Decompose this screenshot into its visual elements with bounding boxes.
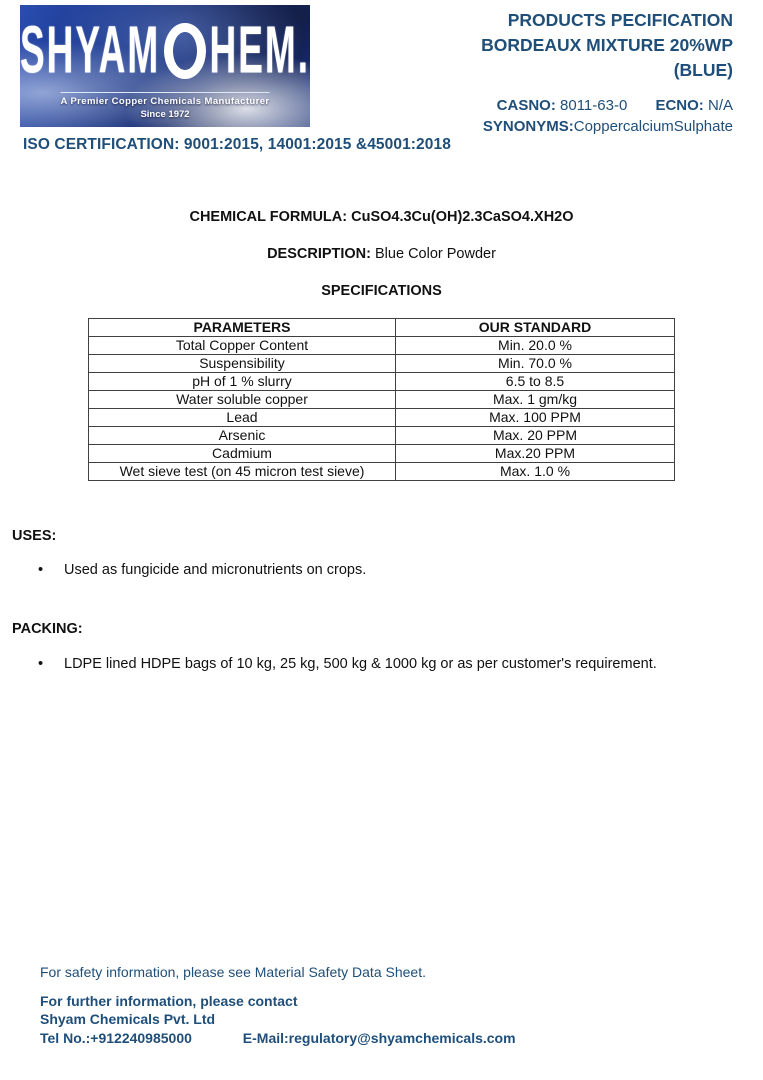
contact-heading: For further information, please contact bbox=[40, 993, 298, 1009]
logo-ring-icon bbox=[164, 23, 205, 79]
casno-value: 8011-63-0 bbox=[560, 97, 628, 114]
standard-cell: Min. 70.0 % bbox=[396, 355, 675, 373]
logo-text-hem: HEM. bbox=[209, 13, 310, 88]
standard-cell: 6.5 to 8.5 bbox=[396, 373, 675, 391]
logo-tagline: A Premier Copper Chemicals Manufacturer bbox=[61, 92, 270, 107]
standard-cell: Max. 100 PPM bbox=[396, 409, 675, 427]
cas-ec-line bbox=[481, 95, 733, 116]
company-logo bbox=[20, 5, 310, 127]
doc-title-line3: (BLUE) bbox=[673, 60, 733, 80]
iso-certification-line: ISO CERTIFICATION: 9001:2015, 14001:2015 &45001:2018 bbox=[23, 136, 451, 153]
packing-item-text: LDPE lined HDPE bags of 10 kg, 25 kg, 500 kg & 1000 kg or as per customer's requirement. bbox=[64, 656, 657, 672]
standard-cell: Max. 20 PPM bbox=[396, 427, 675, 445]
contact-details-row bbox=[40, 1030, 516, 1046]
standard-cell: Min. 20.0 % bbox=[396, 337, 675, 355]
table-row bbox=[89, 427, 675, 445]
parameter-cell: pH of 1 % slurry bbox=[89, 373, 396, 391]
description-label: DESCRIPTION: bbox=[267, 246, 371, 262]
ecno-label: ECNO: bbox=[655, 97, 704, 114]
ecno-value: N/A bbox=[707, 97, 733, 114]
synonyms-label: SYNONYMS: bbox=[482, 118, 574, 135]
table-row bbox=[89, 337, 675, 355]
packing-heading: PACKING: bbox=[12, 621, 83, 637]
doc-title-line2: BORDEAUX MIXTURE 20%WP bbox=[481, 35, 733, 55]
safety-note: For safety information, please see Material Safety Data Sheet. bbox=[40, 964, 426, 980]
parameter-cell: Suspensibility bbox=[89, 355, 396, 373]
standard-cell: Max.20 PPM bbox=[396, 445, 675, 463]
chemical-formula-value: CuSO4.3Cu(OH)2.3CaSO4.XH2O bbox=[351, 209, 574, 225]
logo-since: Since 1972 bbox=[140, 109, 190, 120]
parameters-header: PARAMETERS bbox=[89, 319, 396, 337]
uses-list-item bbox=[38, 562, 366, 578]
logo-tagline-block bbox=[61, 92, 270, 120]
standard-cell: Max. 1.0 % bbox=[396, 463, 675, 481]
parameter-cell: Total Copper Content bbox=[89, 337, 396, 355]
casno-label: CASNO: bbox=[496, 97, 556, 114]
company-name: Shyam Chemicals Pvt. Ltd bbox=[40, 1011, 216, 1027]
parameter-cell: Wet sieve test (on 45 micron test sieve) bbox=[89, 463, 396, 481]
specifications-title: SPECIFICATIONS bbox=[321, 283, 442, 299]
parameter-cell: Arsenic bbox=[89, 427, 396, 445]
table-row bbox=[89, 355, 675, 373]
logo-text-shyam: SHYAM bbox=[20, 13, 161, 88]
parameter-cell: Water soluble copper bbox=[89, 391, 396, 409]
chemical-formula-line bbox=[0, 209, 763, 225]
bullet-icon: • bbox=[38, 562, 44, 578]
bullet-icon: • bbox=[38, 656, 44, 672]
document-header bbox=[481, 8, 733, 137]
standard-header: OUR STANDARD bbox=[396, 319, 675, 337]
uses-item-text: Used as fungicide and micronutrients on crops. bbox=[64, 562, 367, 578]
description-value: Blue Color Powder bbox=[375, 246, 496, 262]
table-row bbox=[89, 409, 675, 427]
telephone-number: Tel No.:+912240985000 bbox=[40, 1030, 192, 1046]
description-line bbox=[0, 246, 763, 262]
logo-brand bbox=[20, 11, 310, 91]
synonyms-line bbox=[481, 116, 733, 137]
uses-heading: USES: bbox=[12, 528, 57, 544]
parameter-cell: Cadmium bbox=[89, 445, 396, 463]
table-row bbox=[89, 445, 675, 463]
doc-title-line1: PRODUCTS PECIFICATION bbox=[507, 10, 733, 30]
chemical-formula-label: CHEMICAL FORMULA: bbox=[189, 209, 348, 225]
standard-cell: Max. 1 gm/kg bbox=[396, 391, 675, 409]
synonyms-value: CoppercalciumSulphate bbox=[573, 118, 733, 135]
email-address: E-Mail:regulatory@shyamchemicals.com bbox=[242, 1030, 516, 1046]
parameter-cell: Lead bbox=[89, 409, 396, 427]
table-header-row bbox=[89, 319, 675, 337]
specifications-table bbox=[88, 318, 675, 481]
table-row bbox=[89, 463, 675, 481]
packing-list-item bbox=[38, 656, 657, 672]
table-row bbox=[89, 373, 675, 391]
table-row bbox=[89, 391, 675, 409]
